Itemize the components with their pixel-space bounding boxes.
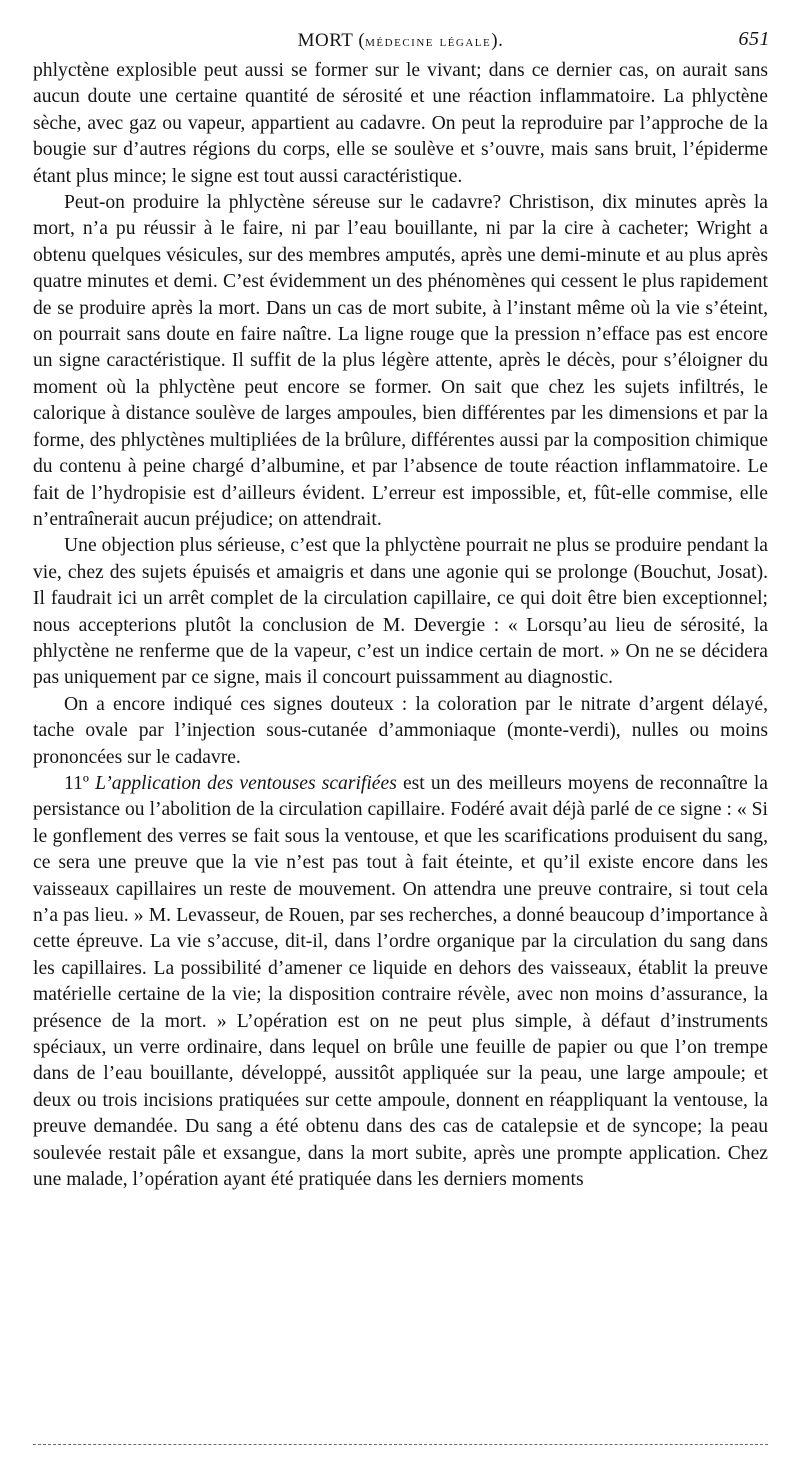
running-title-subject: médecine légale [365, 33, 492, 50]
body-text [33, 58, 768, 1193]
footer-rule [33, 1444, 768, 1445]
paragraph-5 [33, 771, 768, 1194]
running-title-close: ). [491, 30, 504, 51]
paragraph-2: Peut-on produire la phlyctène séreuse sur le cadavre? Christison, dix minutes après la mort, n’a pu réussir à le faire, ni par l’eau bouillante, ni par la cire à cacheter; Wright a obtenu quelques vésicules, sur des membres amputés, après une demi-minute et au plus après quatre minutes et demi. C’est évidemment un des phénomènes qui cessent le plus rapidement de se produire après la mort. Dans un cas de mort subite, à l’instant même où la vie s’éteint, on pourrait sans doute en faire naître. La ligne rouge que la pression n’efface pas est encore un signe caractéristique. Il suffit de la plus légère attente, après le décès, pour s’éloigner du moment où la phlyctène peut encore se former. On sait que chez les sujets infiltrés, le calorique à distance soulève de larges ampoules, bien différentes par les dimensions et par la forme, des phlyctènes multipliées de la brûlure, différentes aussi par la composition chimique du contenu à peine chargé d’albumine, et par l’absence de toute réaction inflammatoire. Le fait de l’hydropisie est d’ailleurs évident. L’erreur est impossible, et, fût-elle commise, elle n’entraînerait aucun préjudice; on attendrait. [33, 192, 768, 530]
page-number: 651 [738, 28, 770, 50]
running-title [33, 30, 768, 52]
section-heading-italic: L’application des ventouses scarifiées [95, 772, 397, 794]
paragraph-3: Une objection plus sérieuse, c’est que la phlyctène pourrait ne plus se produire pendant la vie, chez des sujets épuisés et amaigris et dans une agonie qui se prolonge (Bouchut, Josat). Il faudrait ici un arrêt complet de la circulation capillaire, ce qui doit être bien exceptionnel; nous accepterions plutôt la conclusion de M. Devergie : « Lorsqu’au lieu de sérosité, la phlyctène ne renferme que de la vapeur, c’est un indice certain de mort. » On ne se décidera pas uniquement par ce signe, mais il concourt puissamment au diagnostic. [33, 535, 768, 689]
running-head [33, 22, 768, 58]
paragraph-4: On a encore indiqué ces signes douteux : la coloration par le nitrate d’argent délayé, tache ovale par l’injection sous-cutanée d’ammoniaque (monte-verdi), nulles ou moins prononcées sur le cadavre. [33, 693, 768, 768]
section-number: 11º [64, 772, 89, 794]
book-page [33, 22, 768, 1193]
paragraph-5-text: est un des meilleurs moyens de reconnaître la persistance ou l’abolition de la circulation capillaire. Fodéré avait déjà parlé de ce signe : « Si le gonflement des verres se fait sous la ventouse, et que les scarifications produisent du sang, ce sera une preuve que la vie n’est pas tout à fait éteinte, et qu’il existe encore dans les vaisseaux capillaires un reste de mouvement. On attendra une preuve contraire, si tout cela n’a pas lieu. » M. Levasseur, de Rouen, par ses recherches, a donné beaucoup d’importance à cette épreuve. La vie s’accuse, dit-il, dans l’ordre organique par la circulation du sang dans les capillaires. La possibilité d’amener ce liquide en dehors des vaisseaux, établit la preuve matérielle certaine de la vie; la disposition contraire révèle, avec non moins d’assurance, la présence de la mort. » L’opération est on ne peut plus simple, à défaut d’instruments spéciaux, un verre ordinaire, dans lequel on brûle une feuille de papier ou que l’on trempe dans de l’eau bouillante, développé, aussitôt appliquée sur la peau, une large ampoule; et deux ou trois incisions pratiquées sur cette ampoule, donnent en réappliquant la ventouse, la preuve demandée. Du sang a été obtenu dans des cas de catalepsie et de syncope; la peau soulevée restait pâle et exsangue, dans la mort subite, après une prompte application. Chez une malade, l’opération ayant été pratiquée dans les derniers moments [33, 772, 768, 1191]
paragraph-1: phlyctène explosible peut aussi se former sur le vivant; dans ce dernier cas, on aurait sans aucun doute une certaine quantité de sérosité et une réaction inflammatoire. La phlyctène sèche, avec gaz ou vapeur, appartient au cadavre. On peut la reproduire par l’approche de la bougie sur d’autres régions du corps, elle se soulève et s’ouvre, mais sans bruit, l’épiderme étant plus mince; le signe est tout aussi caractéristique. [33, 60, 768, 187]
running-title-main: MORT ( [297, 30, 366, 51]
